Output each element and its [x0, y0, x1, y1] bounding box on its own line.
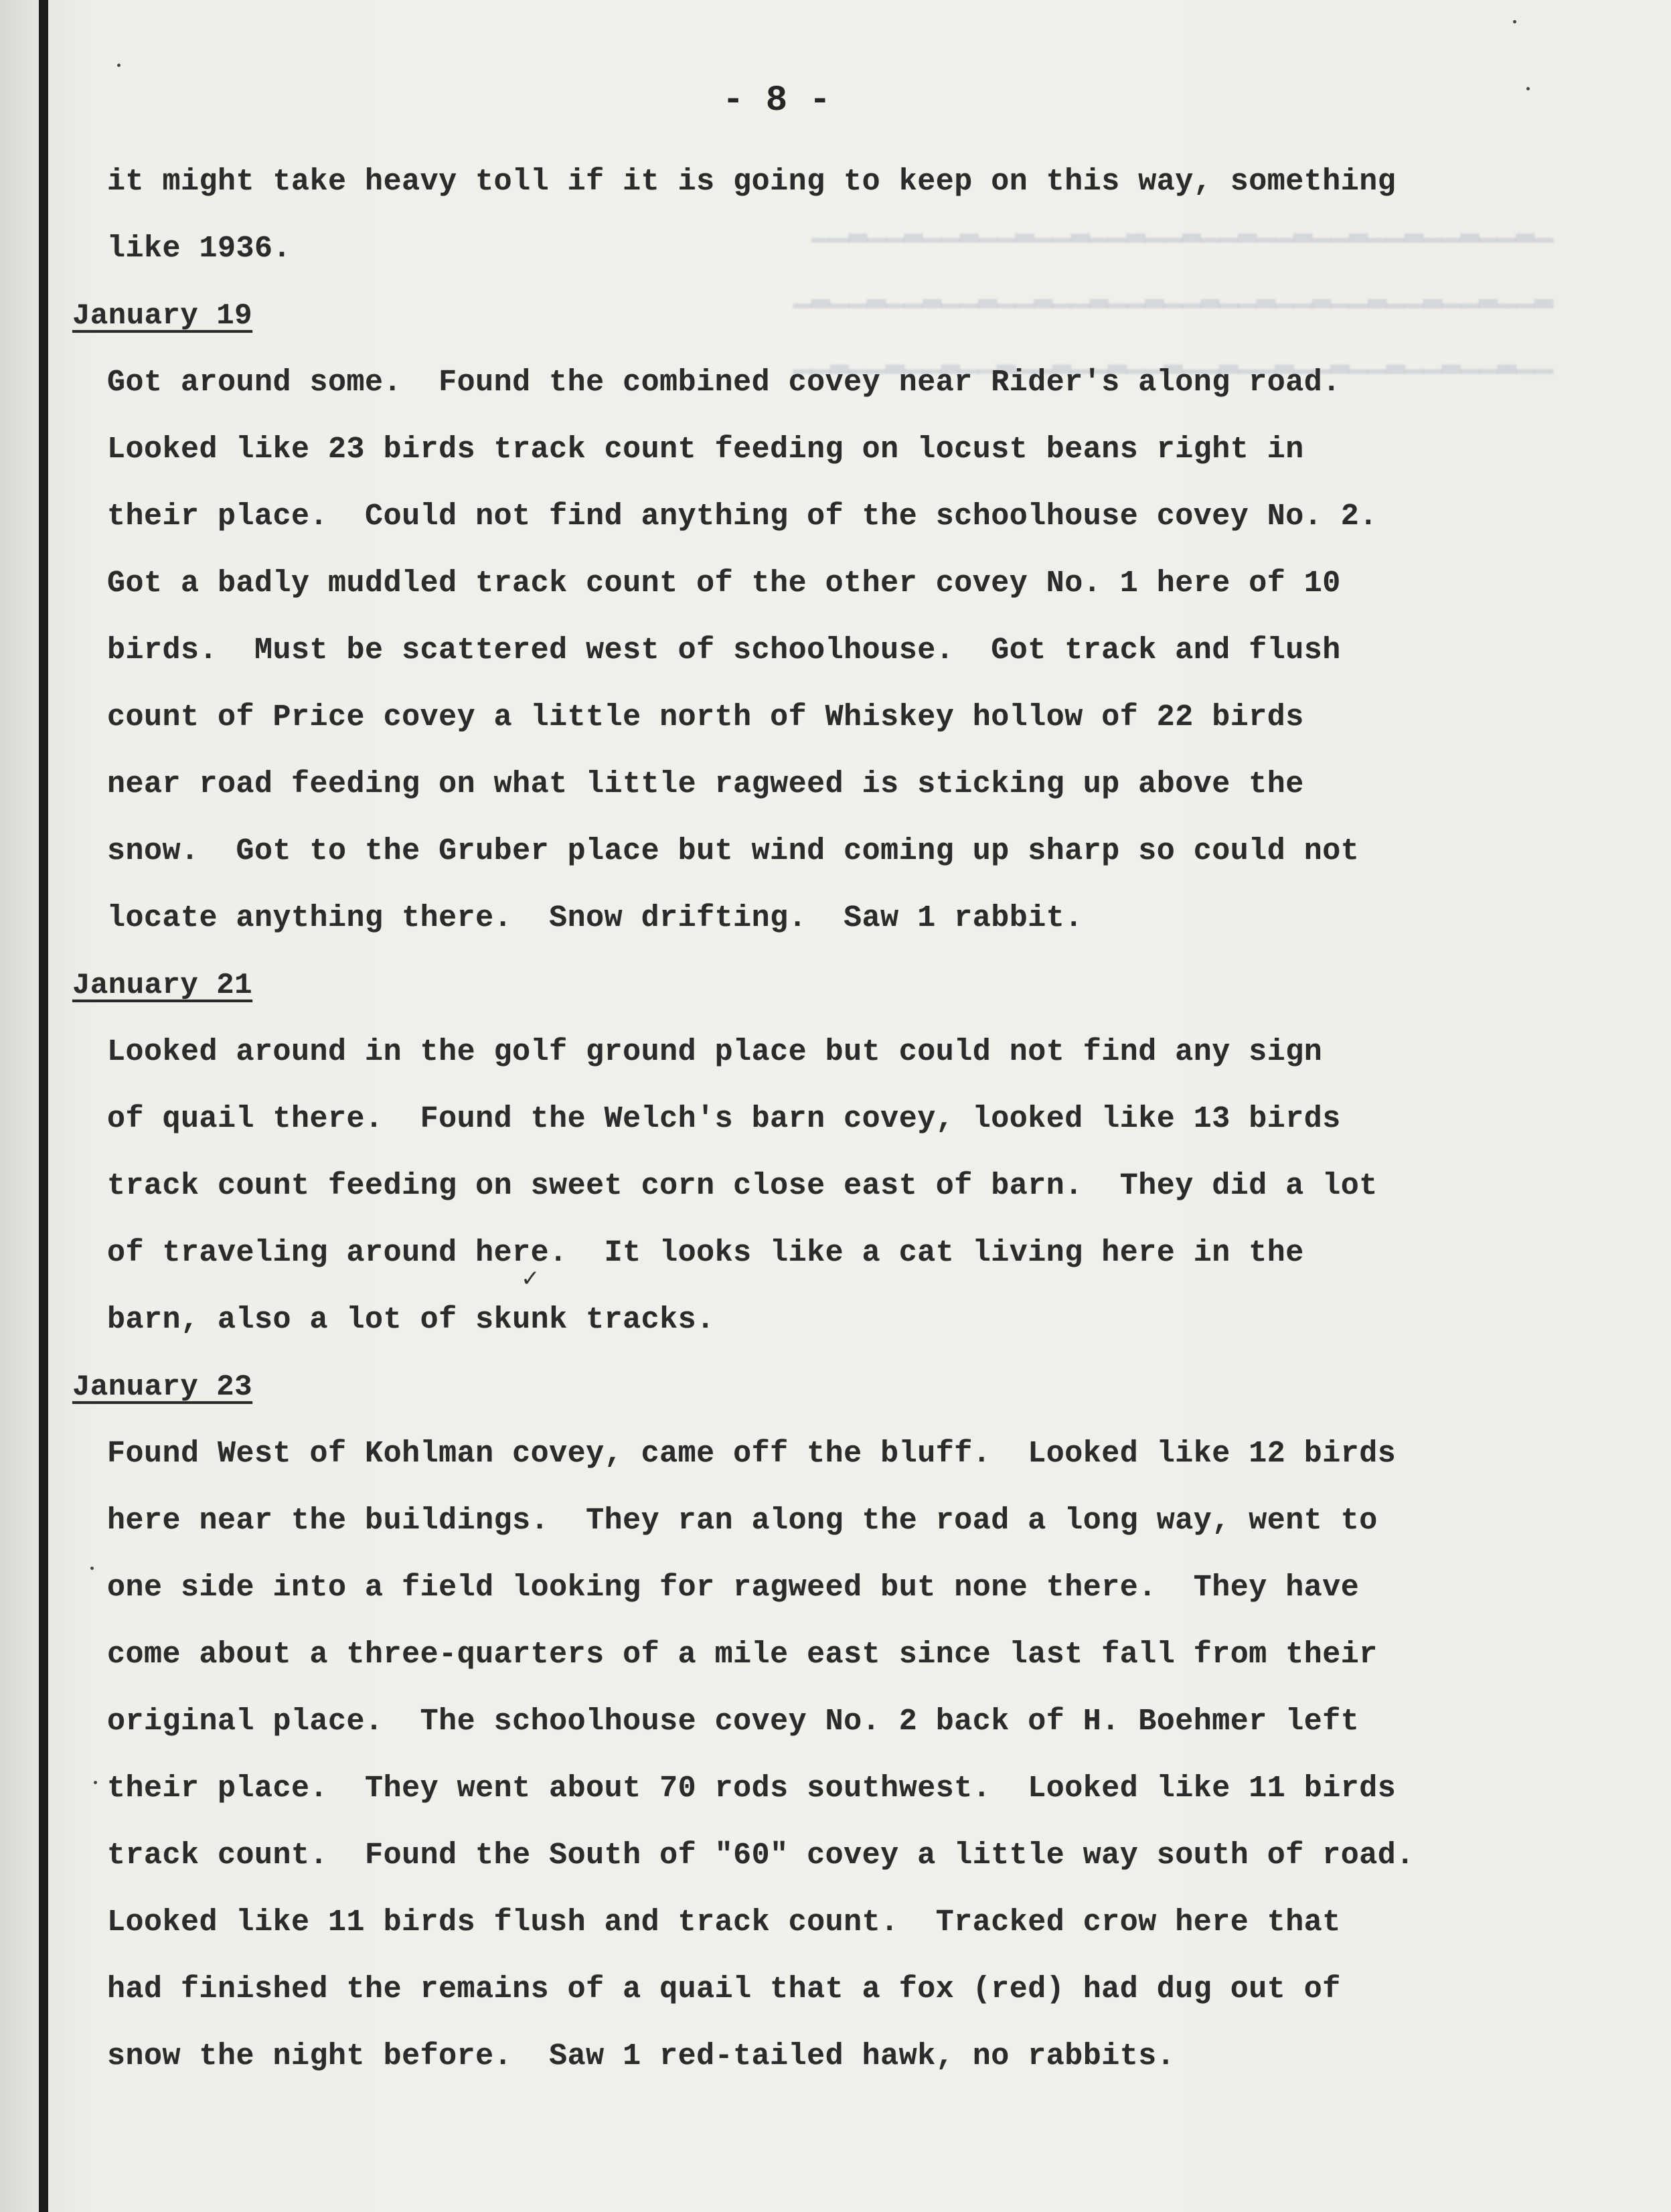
text-line: snow the night before. Saw 1 red-tailed hawk, no rabbits.	[107, 2039, 1176, 2073]
text-line: Found West of Kohlman covey, came off the bluff. Looked like 12 birds	[107, 1437, 1397, 1471]
binding-shadow	[0, 0, 39, 2212]
text-line: here near the buildings. They ran along the road a long way, went to	[107, 1504, 1378, 1538]
check-mark: ✓	[521, 1265, 540, 1292]
text-line: had finished the remains of a quail that a fox (red) had dug out of	[107, 1972, 1341, 2006]
text-line: it might take heavy toll if it is going to keep on this way, something	[107, 165, 1397, 199]
entry-date-heading-line	[72, 283, 1553, 349]
text-line: track count feeding on sweet corn close east of barn. They did a lot	[107, 1169, 1378, 1203]
text-line: Looked like 23 birds track count feeding on locust beans right in	[107, 432, 1304, 467]
text-line: like 1936.	[107, 232, 292, 266]
paper-speck	[1526, 87, 1530, 90]
paper-speck	[117, 64, 121, 67]
text-line: of quail there. Found the Welch's barn covey, looked like 13 birds	[107, 1102, 1341, 1136]
text-line: come about a three-quarters of a mile east since last fall from their	[107, 1638, 1378, 1672]
text-line: track count. Found the South of "60" covey a little way south of road.	[107, 1838, 1415, 1873]
show-through-texture: ▁▂▁▁▂▁▁▂▁▁▂▁▁▂▁▁▂▁▁▂▁▁▂▁▁▂▁▁▂▁▁▂▁▁▂▁▁▂▁▁ ▂▁▁▂▁▁▂▁▁▂▁▁▂▁▁▂▁▁▂▁▁▂▁▁▂▁▁▂▁▁▂▁▁▂▁▁▂▁▁▂▁ ▁▁▂▁▁▂▁▁▂▁▁▂▁▁▂▁▁▂▁▁▂▁▁▂▁▁▂▁▁▂▁▁▂▁▁▂▁▁▂▁▁	[793, 210, 1553, 376]
text-line: barn, also a lot of skunk tracks.	[107, 1303, 715, 1337]
text-line: Got a badly muddled track count of the other covey No. 1 here of 10	[107, 566, 1341, 601]
text-line: near road feeding on what little ragweed is sticking up above the	[107, 767, 1304, 801]
paper-speck	[94, 1781, 97, 1784]
entry-date-heading-line	[72, 1354, 1553, 1421]
text-line: of traveling around here. It looks like a cat living here in the	[107, 1236, 1304, 1270]
paper-speck	[90, 1567, 94, 1570]
text-line: one side into a field looking for ragweed but none there. They have	[107, 1571, 1360, 1605]
entry-date-heading: January 23	[72, 1370, 253, 1404]
text-line: locate anything there. Snow drifting. Saw 1 rabbit.	[107, 901, 1083, 935]
text-line: birds. Must be scattered west of schoolhouse. Got track and flush	[107, 633, 1341, 667]
typewritten-body	[72, 149, 1553, 2090]
text-line: count of Price covey a little north of Whiskey hollow of 22 birds	[107, 700, 1304, 734]
entry-date-heading: January 19	[72, 299, 253, 333]
text-line: Looked like 11 birds flush and track count. Tracked crow here that	[107, 1905, 1341, 1940]
text-line: snow. Got to the Gruber place but wind coming up sharp so could not	[107, 834, 1360, 868]
page-number: - 8 -	[722, 80, 831, 121]
paper-speck	[1513, 20, 1516, 23]
text-line: their place. They went about 70 rods southwest. Looked like 11 birds	[107, 1771, 1397, 1806]
page-binding-edge	[39, 0, 48, 2212]
entry-date-heading-line	[72, 952, 1553, 1019]
text-line: their place. Could not find anything of the schoolhouse covey No. 2.	[107, 499, 1378, 534]
text-line: Looked around in the golf ground place but could not find any sign	[107, 1035, 1323, 1069]
entry-date-heading: January 21	[72, 969, 253, 1002]
text-line: Got around some. Found the combined covey near Rider's along road.	[107, 366, 1341, 400]
text-line: original place. The schoolhouse covey No. 2 back of H. Boehmer left	[107, 1705, 1360, 1739]
